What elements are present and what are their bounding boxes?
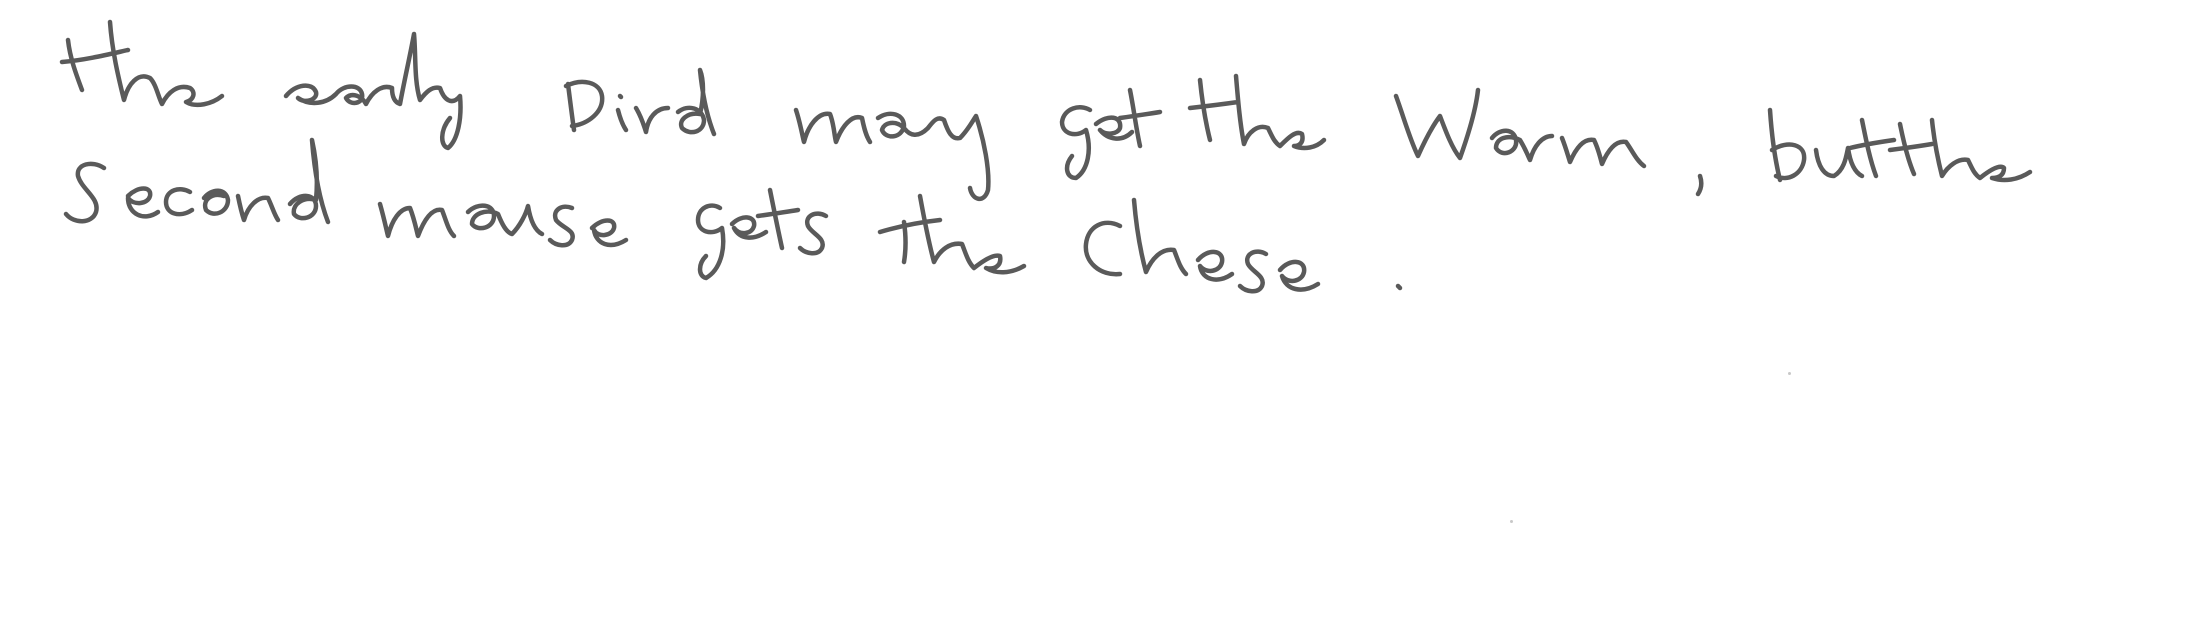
handwritten-line-1: [62, 50, 1267, 96]
paper-speck: [1510, 520, 1513, 523]
handwritten-line-2: [62, 160, 959, 206]
paper-speck: [1788, 372, 1791, 375]
